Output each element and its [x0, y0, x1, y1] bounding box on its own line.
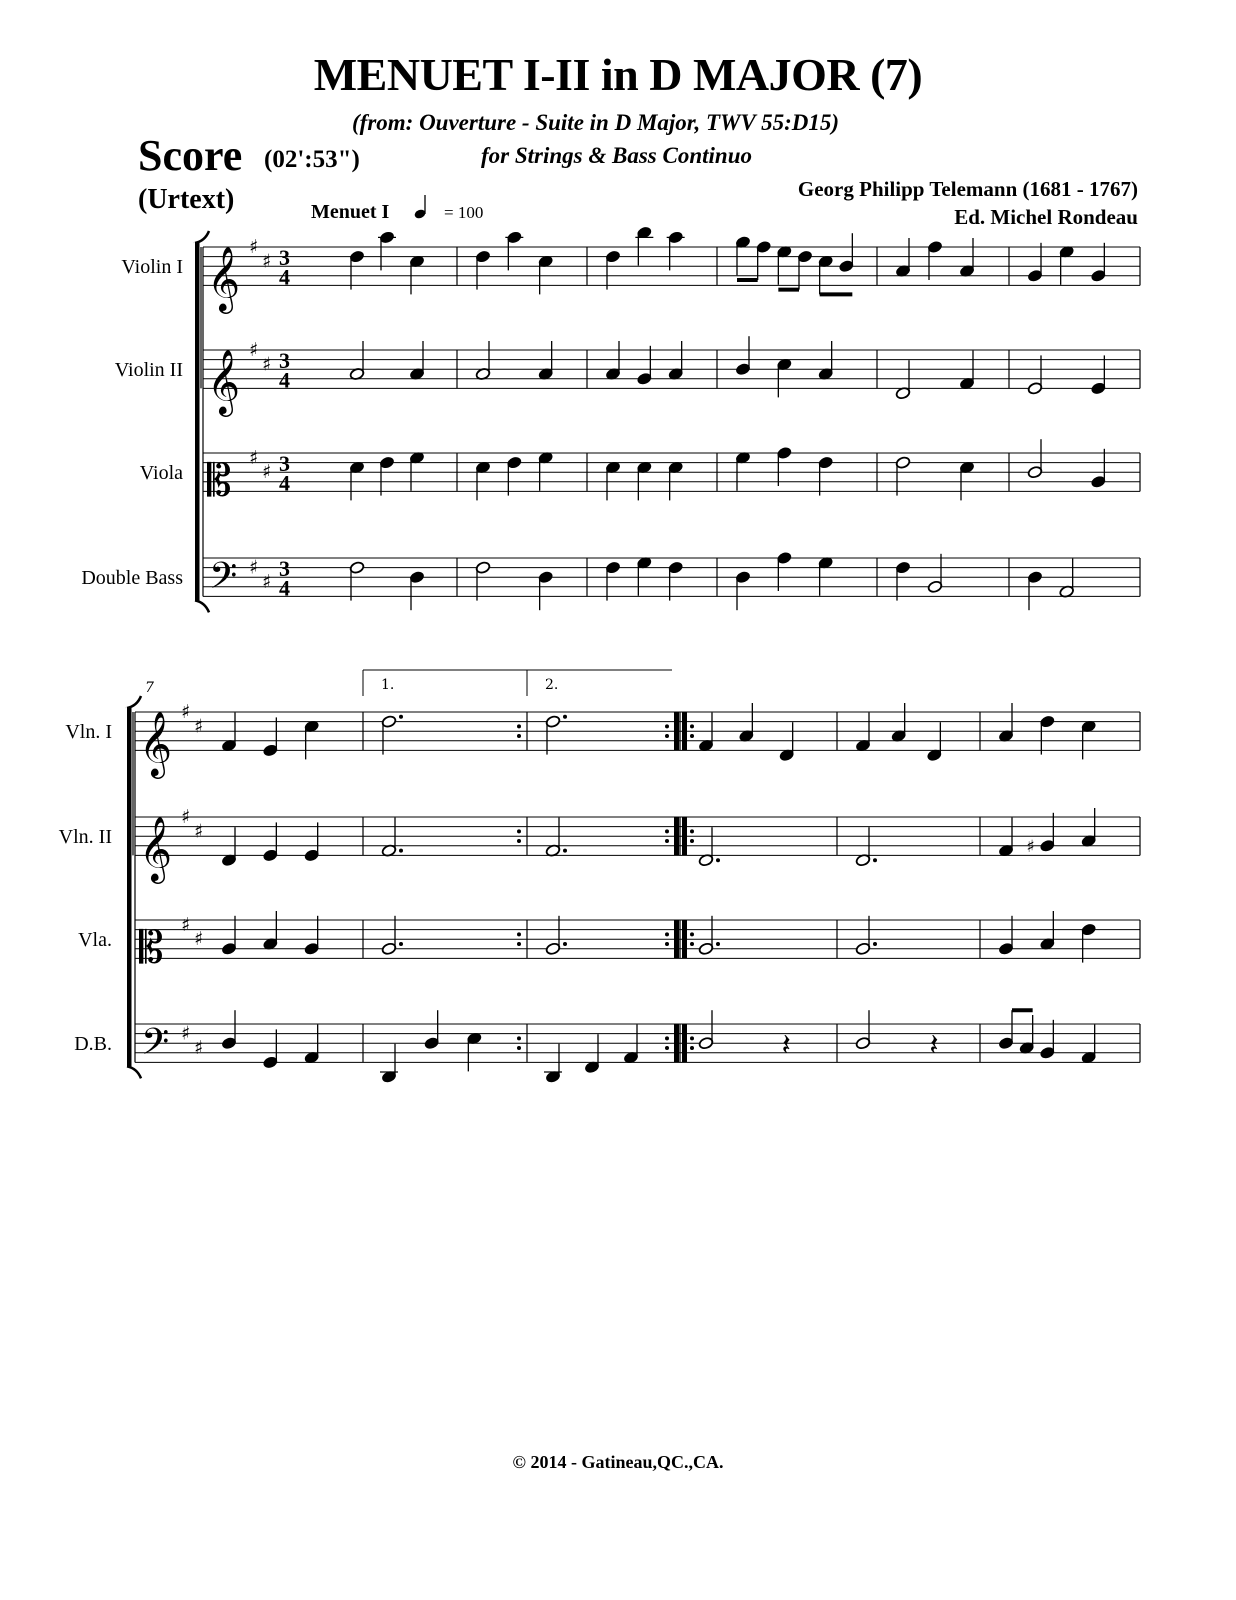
- tempo-marking: Menuet I: [311, 201, 390, 223]
- sharp-accidental: ♯: [1026, 836, 1035, 857]
- treble-clef: 𝄞: [139, 816, 173, 882]
- instrument-label: Vla.: [78, 929, 112, 952]
- measure-number: 7: [145, 680, 154, 696]
- instrument-label: D.B.: [74, 1033, 112, 1056]
- system-1: [81, 226, 1140, 613]
- instrument-label: Vln. I: [65, 721, 112, 744]
- score-subtitle: (from: Ouverture - Suite in D Major, TWV 55:D15): [352, 110, 840, 135]
- repeat-dot: [665, 734, 669, 738]
- thick-barline: [674, 817, 679, 855]
- repeat-dot: [517, 734, 521, 738]
- augmentation-dot: [873, 942, 877, 946]
- key-signature-sharp: ♯: [262, 250, 272, 273]
- instrument-label: Double Bass: [81, 567, 183, 590]
- editor: Ed. Michel Rondeau: [954, 205, 1138, 229]
- repeat-dot: [517, 1046, 521, 1050]
- augmentation-dot: [399, 942, 403, 946]
- repeat-dot: [665, 1036, 669, 1040]
- instrument-label: Viola: [139, 462, 183, 485]
- repeat-dot: [517, 932, 521, 936]
- repeat-dot: [517, 1036, 521, 1040]
- composer: Georg Philipp Telemann (1681 - 1767): [797, 177, 1138, 201]
- repeat-dot: [690, 1036, 694, 1040]
- key-signature-sharp: ♯: [249, 339, 259, 361]
- treble-clef: 𝄞: [207, 246, 241, 312]
- instrumentation: for Strings & Bass Continuo: [481, 143, 753, 168]
- repeat-dot: [690, 839, 694, 843]
- score-label: Score: [138, 131, 243, 180]
- key-signature-sharp: ♯: [262, 353, 272, 376]
- svg-text:⎡: ⎡: [193, 243, 194, 244]
- thick-barline: [682, 1024, 687, 1062]
- instrument-label: Vln. II: [58, 826, 112, 849]
- thick-barline: [674, 712, 679, 750]
- repeat-dot: [690, 932, 694, 936]
- key-signature-sharp: ♯: [181, 701, 191, 723]
- key-signature-sharp: ♯: [249, 236, 259, 258]
- instrument-label: Violin I: [121, 256, 183, 279]
- repeat-dot: [690, 829, 694, 833]
- thick-barline: [674, 920, 679, 958]
- key-signature-sharp: ♯: [249, 446, 259, 469]
- augmentation-dot: [399, 715, 403, 719]
- score-title: MENUET I-II in D MAJOR (7): [313, 49, 923, 100]
- repeat-dot: [665, 724, 669, 728]
- time-signature-top: 3: [279, 348, 290, 374]
- repeat-dot: [517, 829, 521, 833]
- thick-barline: [682, 817, 687, 855]
- key-signature-sharp: ♯: [194, 928, 204, 951]
- repeat-dot: [665, 932, 669, 936]
- repeat-dot: [690, 942, 694, 946]
- repeat-dot: [690, 1046, 694, 1050]
- augmentation-dot: [563, 849, 567, 853]
- key-signature-sharp: ♯: [194, 715, 204, 738]
- key-signature-sharp: ♯: [194, 1037, 204, 1059]
- bracket-hook-top: [127, 696, 141, 708]
- system-bracket: [127, 708, 132, 1066]
- treble-clef: 𝄞: [139, 711, 173, 777]
- repeat-dot: [517, 724, 521, 728]
- key-signature-sharp: ♯: [262, 461, 272, 484]
- duration: (02':53"): [264, 146, 360, 173]
- bass-clef: 𝄢: [209, 554, 238, 606]
- alto-clef: 𝄡: [207, 455, 232, 507]
- time-signature-bottom: 4: [279, 367, 290, 393]
- repeat-dot: [665, 1046, 669, 1050]
- bracket-hook-top: [195, 231, 209, 243]
- augmentation-dot: [716, 942, 720, 946]
- augmentation-dot: [873, 858, 877, 862]
- time-signature-top: 3: [279, 451, 290, 477]
- copyright: © 2014 - Gatineau,QC.,CA.: [512, 1452, 724, 1472]
- volta-1-label: 1.: [381, 677, 395, 693]
- system-2: [59, 670, 1140, 1084]
- tempo-value: = 100: [444, 203, 484, 222]
- system-bracket: [195, 243, 200, 600]
- repeat-dot: [690, 724, 694, 728]
- time-signature-bottom: 4: [279, 470, 290, 496]
- alto-clef: 𝄡: [139, 922, 164, 974]
- thick-barline: [674, 1024, 679, 1062]
- repeat-dot: [690, 734, 694, 738]
- key-signature-sharp: ♯: [194, 820, 204, 843]
- repeat-dot: [665, 829, 669, 833]
- key-signature-sharp: ♯: [181, 913, 191, 936]
- repeat-dot: [665, 839, 669, 843]
- augmentation-dot: [563, 942, 567, 946]
- instrument-label: Violin II: [114, 359, 183, 382]
- bracket-hook-bottom: [127, 1066, 141, 1078]
- repeat-dot: [517, 942, 521, 946]
- thick-barline: [682, 920, 687, 958]
- volta-2-label: 2.: [545, 677, 559, 693]
- time-signature-bottom: 4: [279, 575, 290, 601]
- bass-clef: 𝄢: [141, 1020, 170, 1072]
- edition-label: (Urtext): [138, 184, 235, 215]
- quarter-rest: 𝄽: [781, 1027, 791, 1063]
- repeat-dot: [665, 942, 669, 946]
- key-signature-sharp: ♯: [181, 806, 191, 828]
- key-signature-sharp: ♯: [181, 1022, 191, 1045]
- treble-clef: 𝄞: [207, 349, 241, 415]
- quarter-rest: 𝄽: [929, 1027, 939, 1063]
- svg-text:⎡: ⎡: [125, 708, 126, 709]
- thick-barline: [682, 712, 687, 750]
- time-signature-bottom: 4: [279, 264, 290, 290]
- bracket-hook-bottom: [195, 600, 209, 612]
- key-signature-sharp: ♯: [249, 556, 259, 579]
- repeat-dot: [517, 839, 521, 843]
- augmentation-dot: [399, 849, 403, 853]
- augmentation-dot: [563, 715, 567, 719]
- key-signature-sharp: ♯: [262, 571, 272, 593]
- augmentation-dot: [716, 858, 720, 862]
- time-signature-top: 3: [279, 245, 290, 271]
- time-signature-top: 3: [279, 556, 290, 582]
